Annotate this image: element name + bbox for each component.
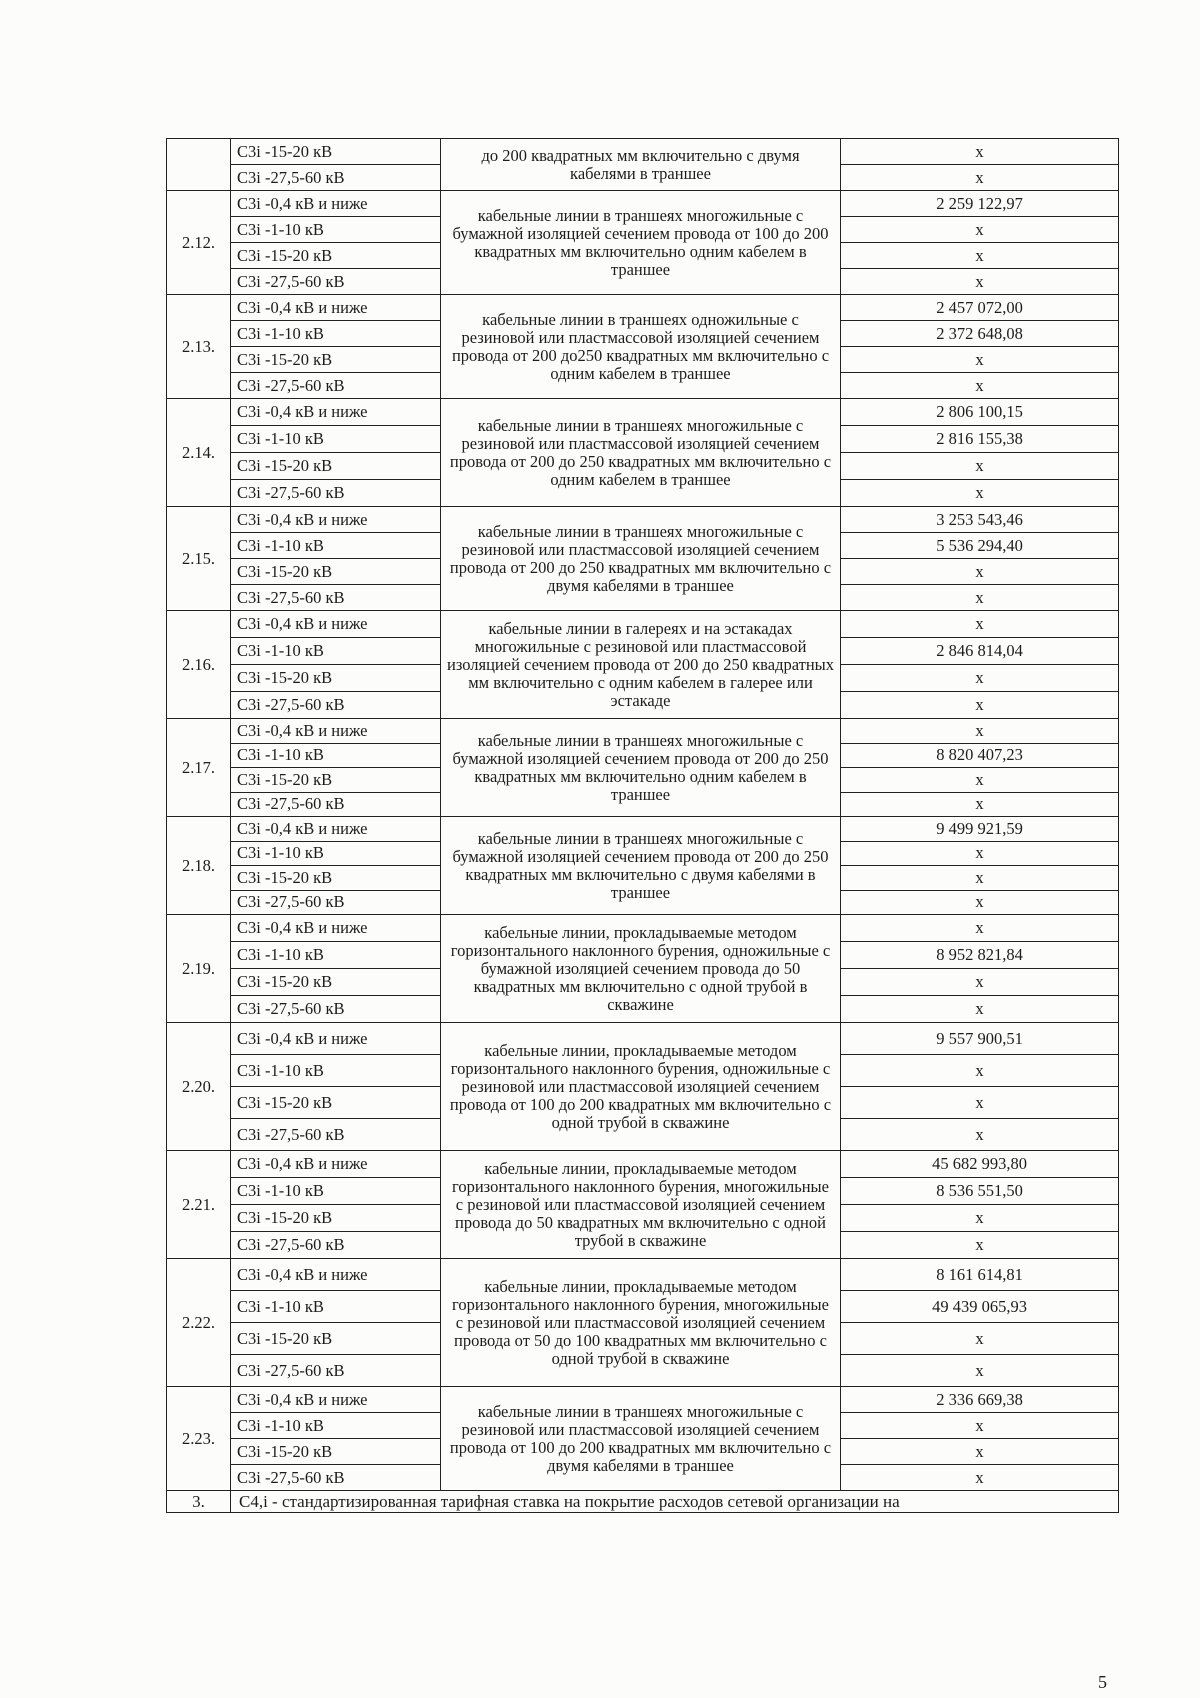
rate-value-cell: х xyxy=(841,453,1119,480)
voltage-class-cell: С3i -0,4 кВ и ниже xyxy=(231,191,441,217)
item-number: 2.13. xyxy=(167,295,231,399)
item-number xyxy=(167,139,231,191)
voltage-class-cell: С3i -27,5-60 кВ xyxy=(231,585,441,611)
rate-value-cell: х xyxy=(841,1087,1119,1119)
voltage-class-cell: С3i -1-10 кВ xyxy=(231,1291,441,1323)
voltage-class-cell: С3i -15-20 кВ xyxy=(231,768,441,793)
section-heading-row xyxy=(167,1491,1119,1513)
voltage-class-cell: С3i -1-10 кВ xyxy=(231,217,441,243)
rate-value-cell: х xyxy=(841,1119,1119,1151)
table-row xyxy=(167,295,1119,321)
item-number: 2.14. xyxy=(167,399,231,507)
item-number: 2.21. xyxy=(167,1151,231,1259)
rate-value-cell: 8 820 407,23 xyxy=(841,743,1119,768)
rate-value-cell: 2 457 072,00 xyxy=(841,295,1119,321)
rate-value-cell: 5 536 294,40 xyxy=(841,533,1119,559)
voltage-class-cell: С3i -27,5-60 кВ xyxy=(231,1355,441,1387)
item-number: 2.18. xyxy=(167,817,231,915)
voltage-class-cell: С3i -1-10 кВ xyxy=(231,841,441,866)
rate-value-cell: х xyxy=(841,841,1119,866)
description-cell: кабельные линии в траншеях одножильные с резиновой или пластмассовой изоляцией сечением провода от 200 до250 квадратных мм включительно с одним кабелем в траншее xyxy=(441,295,841,399)
rate-value-cell: 8 536 551,50 xyxy=(841,1178,1119,1205)
rate-value-cell: х xyxy=(841,585,1119,611)
rate-value-cell: 49 439 065,93 xyxy=(841,1291,1119,1323)
voltage-class-cell: С3i -27,5-60 кВ xyxy=(231,269,441,295)
voltage-class-cell: С3i -15-20 кВ xyxy=(231,866,441,891)
voltage-class-cell: С3i -15-20 кВ xyxy=(231,453,441,480)
voltage-class-cell: С3i -0,4 кВ и ниже xyxy=(231,1023,441,1055)
tariff-table xyxy=(166,138,1119,1513)
rate-value-cell: х xyxy=(841,139,1119,165)
rate-value-cell: 2 336 669,38 xyxy=(841,1387,1119,1413)
description-cell: кабельные линии в галереях и на эстакадах многожильные с резиновой или пластмассовой изоляцией сечением провода от 200 до 250 квадратных мм включительно с одним кабелем в галерее или эстакаде xyxy=(441,611,841,719)
rate-value-cell: х xyxy=(841,996,1119,1023)
voltage-class-cell: С3i -15-20 кВ xyxy=(231,969,441,996)
rate-value-cell: х xyxy=(841,969,1119,996)
table-row xyxy=(167,719,1119,744)
rate-value-cell: х xyxy=(841,915,1119,942)
rate-value-cell: х xyxy=(841,792,1119,817)
voltage-class-cell: С3i -27,5-60 кВ xyxy=(231,1119,441,1151)
rate-value-cell: х xyxy=(841,866,1119,891)
voltage-class-cell: С3i -27,5-60 кВ xyxy=(231,996,441,1023)
item-number: 2.20. xyxy=(167,1023,231,1151)
voltage-class-cell: С3i -15-20 кВ xyxy=(231,665,441,692)
table-row xyxy=(167,1387,1119,1413)
rate-value-cell: х xyxy=(841,1465,1119,1491)
rate-value-cell: х xyxy=(841,243,1119,269)
rate-value-cell: 9 499 921,59 xyxy=(841,817,1119,842)
page-number: 5 xyxy=(1098,1672,1107,1692)
voltage-class-cell: С3i -1-10 кВ xyxy=(231,743,441,768)
rate-value-cell: 2 816 155,38 xyxy=(841,426,1119,453)
voltage-class-cell: С3i -0,4 кВ и ниже xyxy=(231,295,441,321)
table-row xyxy=(167,1023,1119,1055)
voltage-class-cell: С3i -1-10 кВ xyxy=(231,638,441,665)
description-cell: кабельные линии, прокладываемые методом горизонтального наклонного бурения, многожильные с резиновой или пластмассовой изоляцией сечением провода до 50 квадратных мм включительно с одной трубой в скважине xyxy=(441,1151,841,1259)
rate-value-cell: х xyxy=(841,692,1119,719)
voltage-class-cell: С3i -0,4 кВ и ниже xyxy=(231,915,441,942)
table-row xyxy=(167,817,1119,842)
description-cell: кабельные линии, прокладываемые методом горизонтального наклонного бурения, многожильные с резиновой или пластмассовой изоляцией сечением провода от 50 до 100 квадратных мм включительно с одной трубой в скважине xyxy=(441,1259,841,1387)
voltage-class-cell: С3i -27,5-60 кВ xyxy=(231,792,441,817)
voltage-class-cell: С3i -15-20 кВ xyxy=(231,1205,441,1232)
rate-value-cell: 2 372 648,08 xyxy=(841,321,1119,347)
rate-value-cell: х xyxy=(841,1355,1119,1387)
voltage-class-cell: С3i -15-20 кВ xyxy=(231,347,441,373)
rate-value-cell: х xyxy=(841,1323,1119,1355)
section-number: 3. xyxy=(167,1491,231,1513)
rate-value-cell: х xyxy=(841,480,1119,507)
voltage-class-cell: С3i -27,5-60 кВ xyxy=(231,1232,441,1259)
item-number: 2.17. xyxy=(167,719,231,817)
description-cell: кабельные линии, прокладываемые методом горизонтального наклонного бурения, одножильные с бумажной изоляцией сечением провода до 50 квадратных мм включительно с одной трубой в скважине xyxy=(441,915,841,1023)
voltage-class-cell: С3i -15-20 кВ xyxy=(231,243,441,269)
table-row xyxy=(167,507,1119,533)
description-cell: кабельные линии в траншеях многожильные с резиновой или пластмассовой изоляцией сечением провода от 200 до 250 квадратных мм включительно с двумя кабелями в траншее xyxy=(441,507,841,611)
rate-value-cell: х xyxy=(841,890,1119,915)
item-number: 2.12. xyxy=(167,191,231,295)
description-cell: кабельные линии, прокладываемые методом горизонтального наклонного бурения, одножильные с резиновой или пластмассовой изоляцией сечением провода от 100 до 200 квадратных мм включительно с одной трубой в скважине xyxy=(441,1023,841,1151)
voltage-class-cell: С3i -0,4 кВ и ниже xyxy=(231,399,441,426)
voltage-class-cell: С3i -1-10 кВ xyxy=(231,942,441,969)
voltage-class-cell: С3i -27,5-60 кВ xyxy=(231,165,441,191)
item-number: 2.22. xyxy=(167,1259,231,1387)
table-row xyxy=(167,611,1119,638)
rate-value-cell: х xyxy=(841,719,1119,744)
voltage-class-cell: С3i -0,4 кВ и ниже xyxy=(231,719,441,744)
voltage-class-cell: С3i -27,5-60 кВ xyxy=(231,1465,441,1491)
description-cell: кабельные линии в траншеях многожильные с бумажной изоляцией сечением провода от 200 до 250 квадратных мм включительно с двумя кабелями в траншее xyxy=(441,817,841,915)
item-number: 2.16. xyxy=(167,611,231,719)
voltage-class-cell: С3i -0,4 кВ и ниже xyxy=(231,1151,441,1178)
voltage-class-cell: С3i -0,4 кВ и ниже xyxy=(231,817,441,842)
voltage-class-cell: С3i -1-10 кВ xyxy=(231,1178,441,1205)
rate-value-cell: 2 259 122,97 xyxy=(841,191,1119,217)
description-cell: кабельные линии в траншеях многожильные с бумажной изоляцией сечением провода от 100 до 200 квадратных мм включительно одним кабелем в траншее xyxy=(441,191,841,295)
rate-value-cell: 8 161 614,81 xyxy=(841,1259,1119,1291)
item-number: 2.23. xyxy=(167,1387,231,1491)
rate-value-cell: х xyxy=(841,665,1119,692)
voltage-class-cell: С3i -0,4 кВ и ниже xyxy=(231,611,441,638)
rate-value-cell: х xyxy=(841,768,1119,793)
voltage-class-cell: С3i -0,4 кВ и ниже xyxy=(231,507,441,533)
rate-value-cell: 3 253 543,46 xyxy=(841,507,1119,533)
table-row xyxy=(167,191,1119,217)
rate-value-cell: 45 682 993,80 xyxy=(841,1151,1119,1178)
description-cell: кабельные линии в траншеях многожильные с резиновой или пластмассовой изоляцией сечением провода от 200 до 250 квадратных мм включительно с одним кабелем в траншее xyxy=(441,399,841,507)
voltage-class-cell: С3i -1-10 кВ xyxy=(231,426,441,453)
voltage-class-cell: С3i -27,5-60 кВ xyxy=(231,890,441,915)
voltage-class-cell: С3i -1-10 кВ xyxy=(231,321,441,347)
rate-value-cell: х xyxy=(841,373,1119,399)
voltage-class-cell: С3i -0,4 кВ и ниже xyxy=(231,1387,441,1413)
rate-value-cell: х xyxy=(841,1413,1119,1439)
description-cell: кабельные линии в траншеях многожильные с бумажной изоляцией сечением провода от 200 до 250 квадратных мм включительно одним кабелем в траншее xyxy=(441,719,841,817)
section-heading-text: С4,i - стандартизированная тарифная ставка на покрытие расходов сетевой организации на xyxy=(231,1491,1119,1513)
rate-value-cell: х xyxy=(841,611,1119,638)
voltage-class-cell: С3i -27,5-60 кВ xyxy=(231,373,441,399)
rate-value-cell: х xyxy=(841,559,1119,585)
voltage-class-cell: С3i -15-20 кВ xyxy=(231,1087,441,1119)
voltage-class-cell: С3i -1-10 кВ xyxy=(231,533,441,559)
rate-value-cell: х xyxy=(841,1205,1119,1232)
voltage-class-cell: С3i -27,5-60 кВ xyxy=(231,480,441,507)
rate-value-cell: х xyxy=(841,269,1119,295)
voltage-class-cell: С3i -15-20 кВ xyxy=(231,1323,441,1355)
description-cell: кабельные линии в траншеях многожильные с резиновой или пластмассовой изоляцией сечением провода от 100 до 200 квадратных мм включительно с двумя кабелями в траншее xyxy=(441,1387,841,1491)
rate-value-cell: 2 806 100,15 xyxy=(841,399,1119,426)
rate-value-cell: х xyxy=(841,165,1119,191)
voltage-class-cell: С3i -15-20 кВ xyxy=(231,139,441,165)
table-row xyxy=(167,399,1119,426)
rate-value-cell: 2 846 814,04 xyxy=(841,638,1119,665)
voltage-class-cell: С3i -0,4 кВ и ниже xyxy=(231,1259,441,1291)
tariff-table-body xyxy=(167,139,1119,1513)
voltage-class-cell: С3i -15-20 кВ xyxy=(231,1439,441,1465)
rate-value-cell: х xyxy=(841,217,1119,243)
item-number: 2.15. xyxy=(167,507,231,611)
rate-value-cell: х xyxy=(841,1232,1119,1259)
voltage-class-cell: С3i -27,5-60 кВ xyxy=(231,692,441,719)
rate-value-cell: х xyxy=(841,347,1119,373)
rate-value-cell: 9 557 900,51 xyxy=(841,1023,1119,1055)
voltage-class-cell: С3i -1-10 кВ xyxy=(231,1055,441,1087)
table-row xyxy=(167,1151,1119,1178)
rate-value-cell: х xyxy=(841,1055,1119,1087)
voltage-class-cell: С3i -1-10 кВ xyxy=(231,1413,441,1439)
rate-value-cell: х xyxy=(841,1439,1119,1465)
rate-value-cell: 8 952 821,84 xyxy=(841,942,1119,969)
table-row xyxy=(167,1259,1119,1291)
item-number: 2.19. xyxy=(167,915,231,1023)
voltage-class-cell: С3i -15-20 кВ xyxy=(231,559,441,585)
table-row xyxy=(167,139,1119,165)
table-row xyxy=(167,915,1119,942)
description-cell: до 200 квадратных мм включительно с двумя кабелями в траншее xyxy=(441,139,841,191)
